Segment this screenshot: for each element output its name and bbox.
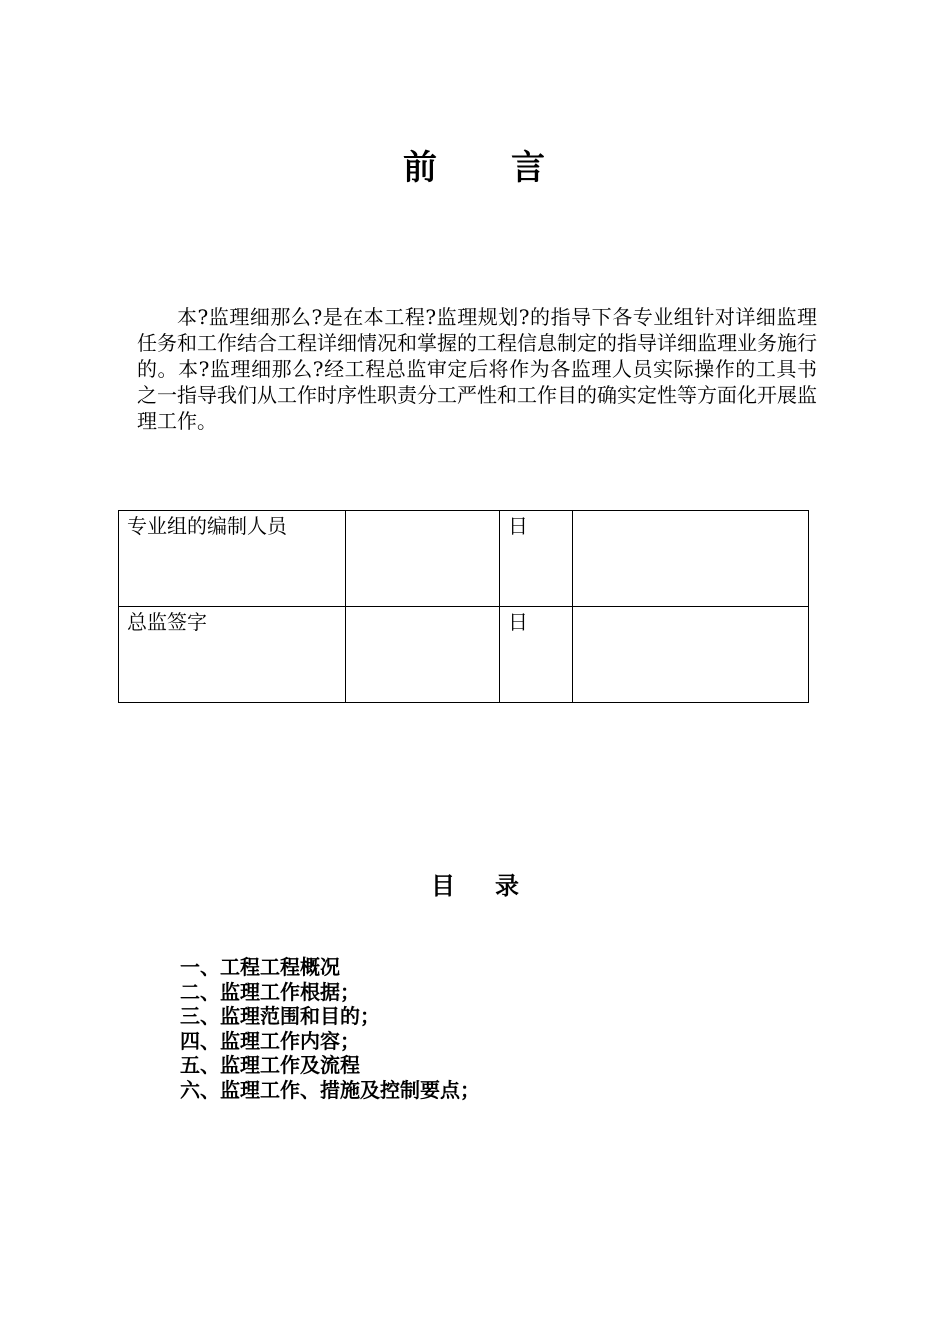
- editor-signature-cell[interactable]: [346, 511, 500, 607]
- chief-date-value-cell[interactable]: [573, 607, 809, 703]
- toc-item[interactable]: 二、监理工作根据；: [180, 979, 360, 1004]
- toc-list: [180, 955, 480, 1102]
- toc-title: [0, 866, 950, 901]
- toc-title-char-2: 录: [495, 872, 519, 900]
- preface-paragraph: 本?监理细那么?是在本工程?监理规划?的指导下各专业组针对详细监理任务和工作结合工程详细情况和掌握的工程信息制定的指导详细监理业务施行的。本?监理细那么?经工程总监审定后将作为各监理人员实际操作的工具书之一指导我们从工作时序性职责分工严性和工作目的确实定性等方面化开展监理工作。: [137, 305, 817, 433]
- signature-table: [118, 510, 809, 703]
- chief-date-label-cell: 日: [500, 607, 573, 703]
- toc-item[interactable]: 四、监理工作内容；: [180, 1028, 360, 1053]
- chief-signature-cell[interactable]: [346, 607, 500, 703]
- editor-label-cell: 专业组的编制人员: [119, 511, 346, 607]
- preface-title-char-1: 前: [403, 148, 439, 188]
- preface-title: [0, 140, 950, 189]
- editor-date-value-cell[interactable]: [573, 511, 809, 607]
- toc-item[interactable]: 一、工程工程概况: [180, 955, 340, 979]
- table-row: [119, 511, 809, 607]
- editor-date-label-cell: 日: [500, 511, 573, 607]
- preface-title-char-2: 言: [511, 148, 547, 188]
- table-row: [119, 607, 809, 703]
- toc-item[interactable]: 三、监理范围和目的；: [180, 1004, 380, 1028]
- toc-title-char-1: 目: [431, 872, 455, 900]
- chief-label-cell: 总监签字: [119, 607, 346, 703]
- toc-item[interactable]: 五、监理工作及流程: [180, 1053, 360, 1077]
- toc-item[interactable]: 六、监理工作、措施及控制要点；: [180, 1077, 480, 1102]
